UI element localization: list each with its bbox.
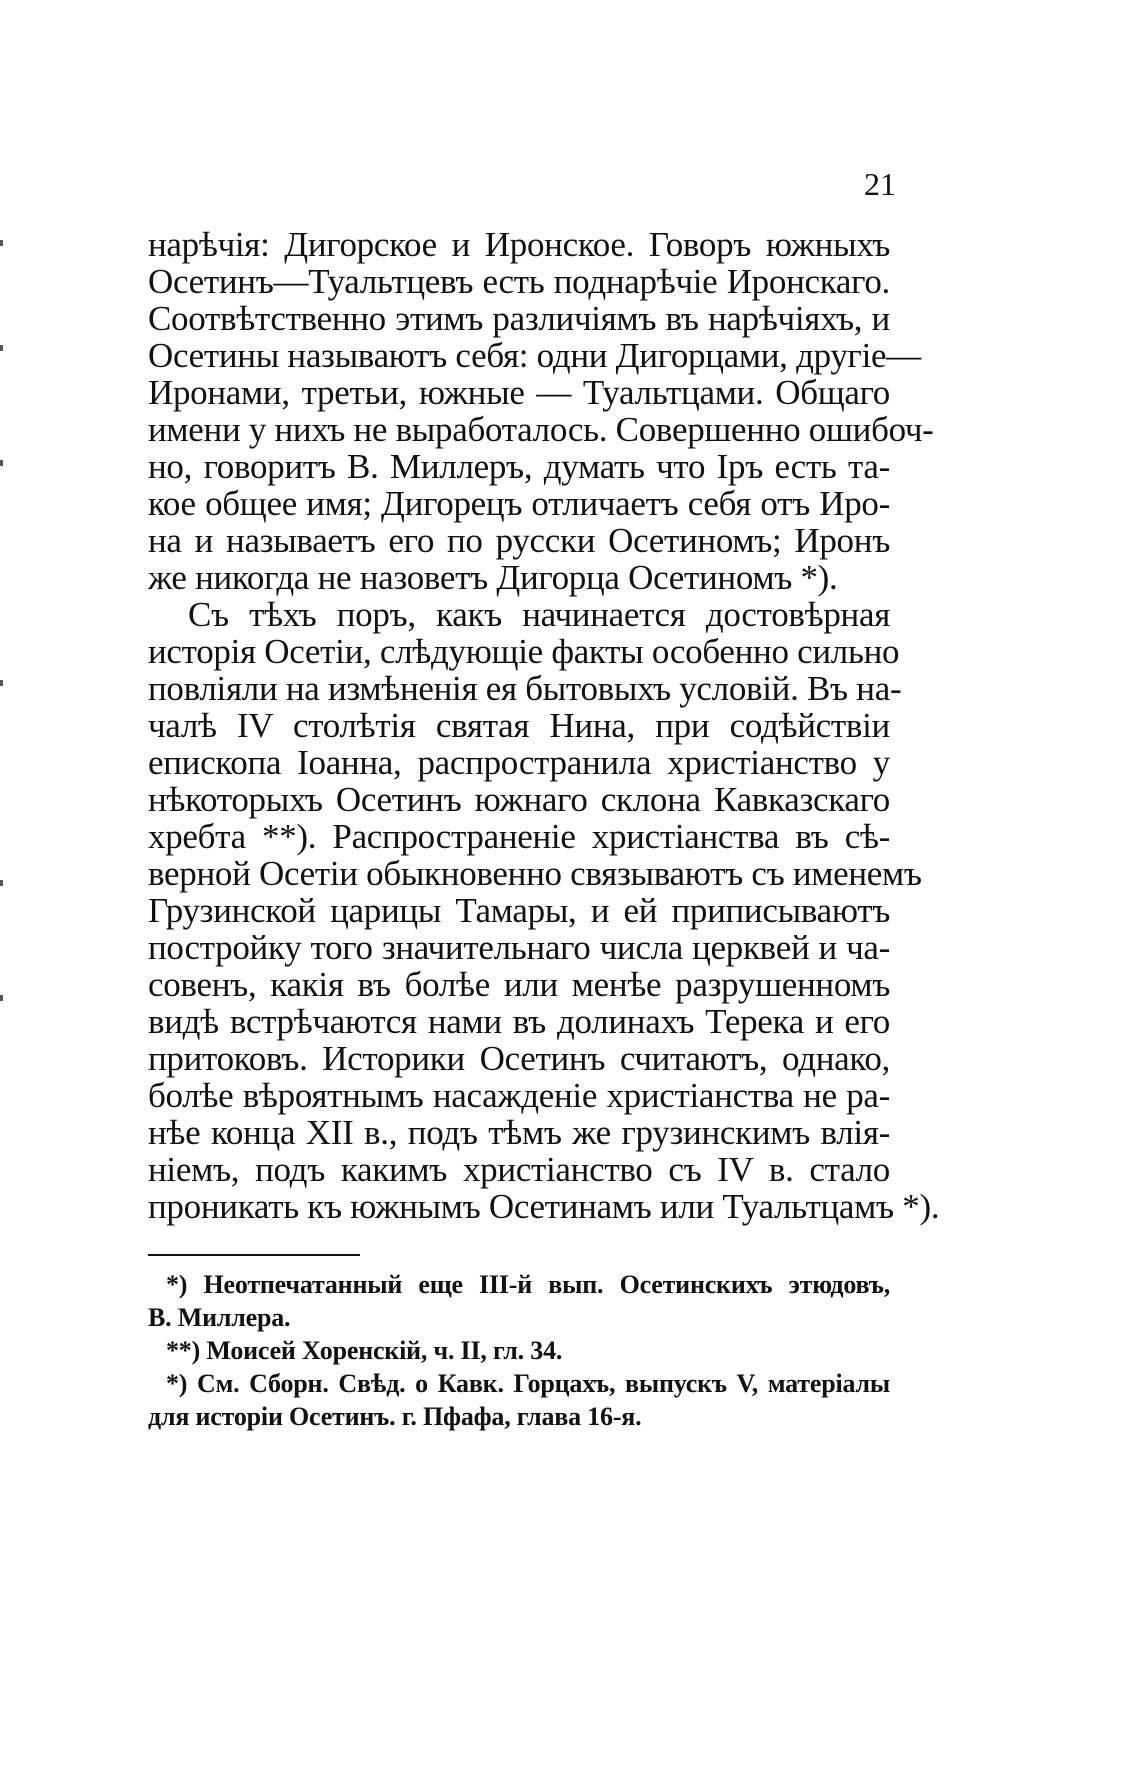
text-line: нѣе конца XII в., подъ тѣмъ же грузинскимъ влія- [148,1113,890,1152]
text-line: видѣ встрѣчаются нами въ долинахъ Терека и его [148,1002,890,1041]
scan-edge-mark [0,345,3,351]
text-line: нарѣчія: Дигорское и Иронское. Говоръ южныхъ [148,225,890,264]
text-line: исторія Осетіи, слѣдующіе факты особенно сильно [148,632,900,671]
paragraph-end-line: проникать къ южнымъ Осетинамъ или Туальтцамъ *). [148,1187,940,1226]
scan-edge-mark [0,240,3,246]
text-line: совенъ, какія въ болѣе или менѣе разрушенномъ [148,965,890,1004]
text-line: епископа Іоанна, распространила христіанство у [148,743,890,782]
footnote-line: для исторіи Осетинъ. г. Пфафа, глава 16-я. [148,1402,642,1431]
text-line: повліяли на измѣненія ея бытовыхъ условій. Въ на- [148,669,902,708]
text-line: Осетины называютъ себя: одни Дигорцами, другіе— [148,336,921,375]
body-text [148,225,940,1226]
footnote-separator [148,1254,360,1256]
paragraph-end-line: же никогда не назоветъ Дигорца Осетиномъ *). [148,558,838,597]
text-line: болѣе вѣроятнымъ насажденіе христіанства не ра- [148,1076,890,1115]
footnote-line: В. Миллера. [148,1303,291,1332]
text-line: нѣкоторыхъ Осетинъ южнаго склона Кавказскаго [148,780,890,819]
footnote-line: *) Неотпечатанный еще III-й вып. Осетинскихъ этюдовъ, [166,1270,890,1299]
text-line: ніемъ, подъ какимъ христіанство съ IV в. стало [148,1150,890,1189]
text-line: верной Осетіи обыкновенно связываютъ съ именемъ [148,854,922,893]
text-line: кое общее имя; Дигорецъ отличаетъ себя отъ Иро- [148,484,890,523]
paragraph-start-line: Съ тѣхъ поръ, какъ начинается достовѣрная [188,595,890,634]
text-line: Осетинъ—Туальтцевъ есть поднарѣчіе Иронскаго. [148,262,890,301]
text-line: на и называетъ его по русски Осетиномъ; Иронъ [148,521,890,560]
footnote-line: **) Моисей Хоренскій, ч. II, гл. 34. [166,1336,563,1365]
scan-edge-mark [0,880,3,886]
text-line: постройку того значительнаго числа церквей и ча- [148,928,890,967]
text-line: Иронами, третьи, южные — Туальтцами. Общаго [148,373,890,412]
text-line: чалѣ IV столѣтія святая Нина, при содѣйствіи [148,706,890,745]
text-line: хребта **). Распространеніе христіанства въ сѣ- [148,817,890,856]
scan-edge-mark [0,460,3,466]
scan-edge-mark [0,680,3,686]
text-line: Грузинской царицы Тамары, и ей приписываютъ [148,891,890,930]
text-line: притоковъ. Историки Осетинъ считаютъ, однако, [148,1039,890,1078]
footnotes [148,1268,890,1433]
text-line: Соотвѣтственно этимъ различіямъ въ нарѣчіяхъ, и [148,299,890,338]
footnote-line: *) См. Сборн. Свѣд. о Кавк. Горцахъ, выпускъ V, матеріалы [166,1369,890,1398]
scan-edge-mark [0,995,3,1001]
text-line: имени у нихъ не выработалось. Совершенно ошибоч- [148,410,934,449]
text-line: но, говоритъ В. Миллеръ, думать что Іръ есть та- [148,447,890,486]
page-number: 21 [864,166,896,202]
